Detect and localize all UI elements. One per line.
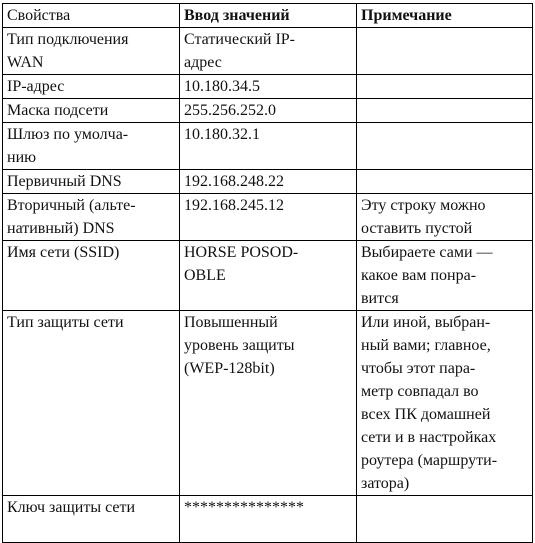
property-cell: [3, 123, 180, 170]
table-row: [3, 496, 533, 543]
property-cell-line: Маска подсети: [7, 102, 109, 119]
note-cell-line: сети и в настройках: [361, 429, 497, 446]
value-cell-line: 10.180.34.5: [184, 78, 260, 95]
note-cell-line: затора): [361, 475, 410, 492]
table-row: [3, 28, 533, 75]
note-cell: [357, 99, 533, 123]
note-cell: [357, 75, 533, 99]
note-cell-line: метр совпадал во: [361, 383, 479, 400]
table-row: [3, 75, 533, 99]
value-cell: [180, 75, 357, 99]
property-cell-line: Шлюз по умолча-: [7, 126, 129, 143]
note-cell-line: всех ПК домашней: [361, 406, 491, 423]
header-notes: Примечание: [357, 4, 533, 28]
table-row: [3, 311, 533, 496]
property-cell-line: Вторичный (альте-: [7, 197, 136, 214]
property-cell: [3, 496, 180, 543]
value-cell-line: OBLE: [184, 267, 226, 284]
property-cell-line: Тип защиты сети: [7, 314, 124, 331]
property-cell: [3, 99, 180, 123]
value-cell-line: Статический IP-: [184, 31, 295, 48]
property-cell-line: Имя сети (SSID): [7, 244, 120, 261]
property-cell: [3, 170, 180, 194]
value-cell-line: HORSE POSOD-: [184, 244, 299, 261]
note-cell: [357, 311, 533, 496]
note-cell: [357, 241, 533, 311]
property-cell: [3, 241, 180, 311]
value-cell: [180, 241, 357, 311]
header-values: Ввод значений: [180, 4, 357, 28]
value-cell-line: 255.256.252.0: [184, 102, 276, 119]
table-row: [3, 194, 533, 241]
note-cell-line: Выбираете сами —: [361, 244, 493, 261]
table-row: [3, 99, 533, 123]
header-properties: Свойства: [3, 4, 180, 28]
value-cell-line: уровень защиты: [184, 337, 295, 354]
value-cell-line: адрес: [184, 54, 222, 71]
property-cell: [3, 28, 180, 75]
property-cell-line: WAN: [7, 54, 44, 71]
table-row: [3, 170, 533, 194]
property-cell: [3, 194, 180, 241]
value-cell: [180, 99, 357, 123]
value-cell-line: 192.168.248.22: [184, 173, 284, 190]
value-cell-line: (WEP-128bit): [184, 360, 275, 377]
note-cell: [357, 194, 533, 241]
table-row: [3, 241, 533, 311]
property-cell-line: Первичный DNS: [7, 173, 122, 190]
note-cell-line: Или иной, выбран-: [361, 314, 491, 331]
note-cell: [357, 496, 533, 543]
value-cell: [180, 496, 357, 543]
value-cell-line: Повышенный: [184, 314, 278, 331]
value-cell: [180, 28, 357, 75]
table-row: [3, 123, 533, 170]
note-cell-line: ный вами; главное,: [361, 337, 491, 354]
value-cell: [180, 194, 357, 241]
note-cell-line: оставить пустой: [361, 220, 473, 237]
property-cell: [3, 311, 180, 496]
value-cell: [180, 123, 357, 170]
property-cell-line: нативный) DNS: [7, 220, 115, 237]
table-header-row: [3, 4, 533, 28]
property-cell-line: IP-адрес: [7, 78, 65, 95]
property-cell-line: Тип подключения: [7, 31, 129, 48]
note-cell: [357, 28, 533, 75]
note-cell-line: вится: [361, 290, 399, 307]
value-cell-line: 192.168.245.12: [184, 197, 284, 214]
note-cell-line: Эту строку можно: [361, 197, 486, 214]
settings-document: [2, 3, 533, 543]
note-cell: [357, 170, 533, 194]
property-cell: [3, 75, 180, 99]
note-cell-line: чтобы этот пара-: [361, 360, 476, 377]
value-cell-line: ***************: [184, 499, 304, 516]
property-cell-line: нию: [7, 149, 37, 166]
property-cell-line: Ключ защиты сети: [7, 499, 136, 516]
value-cell: [180, 170, 357, 194]
value-cell-line: 10.180.32.1: [184, 126, 260, 143]
note-cell-line: роутера (маршрути-: [361, 452, 498, 469]
value-cell: [180, 311, 357, 496]
note-cell-line: какое вам понра-: [361, 267, 477, 284]
settings-table: [2, 3, 533, 543]
note-cell: [357, 123, 533, 170]
